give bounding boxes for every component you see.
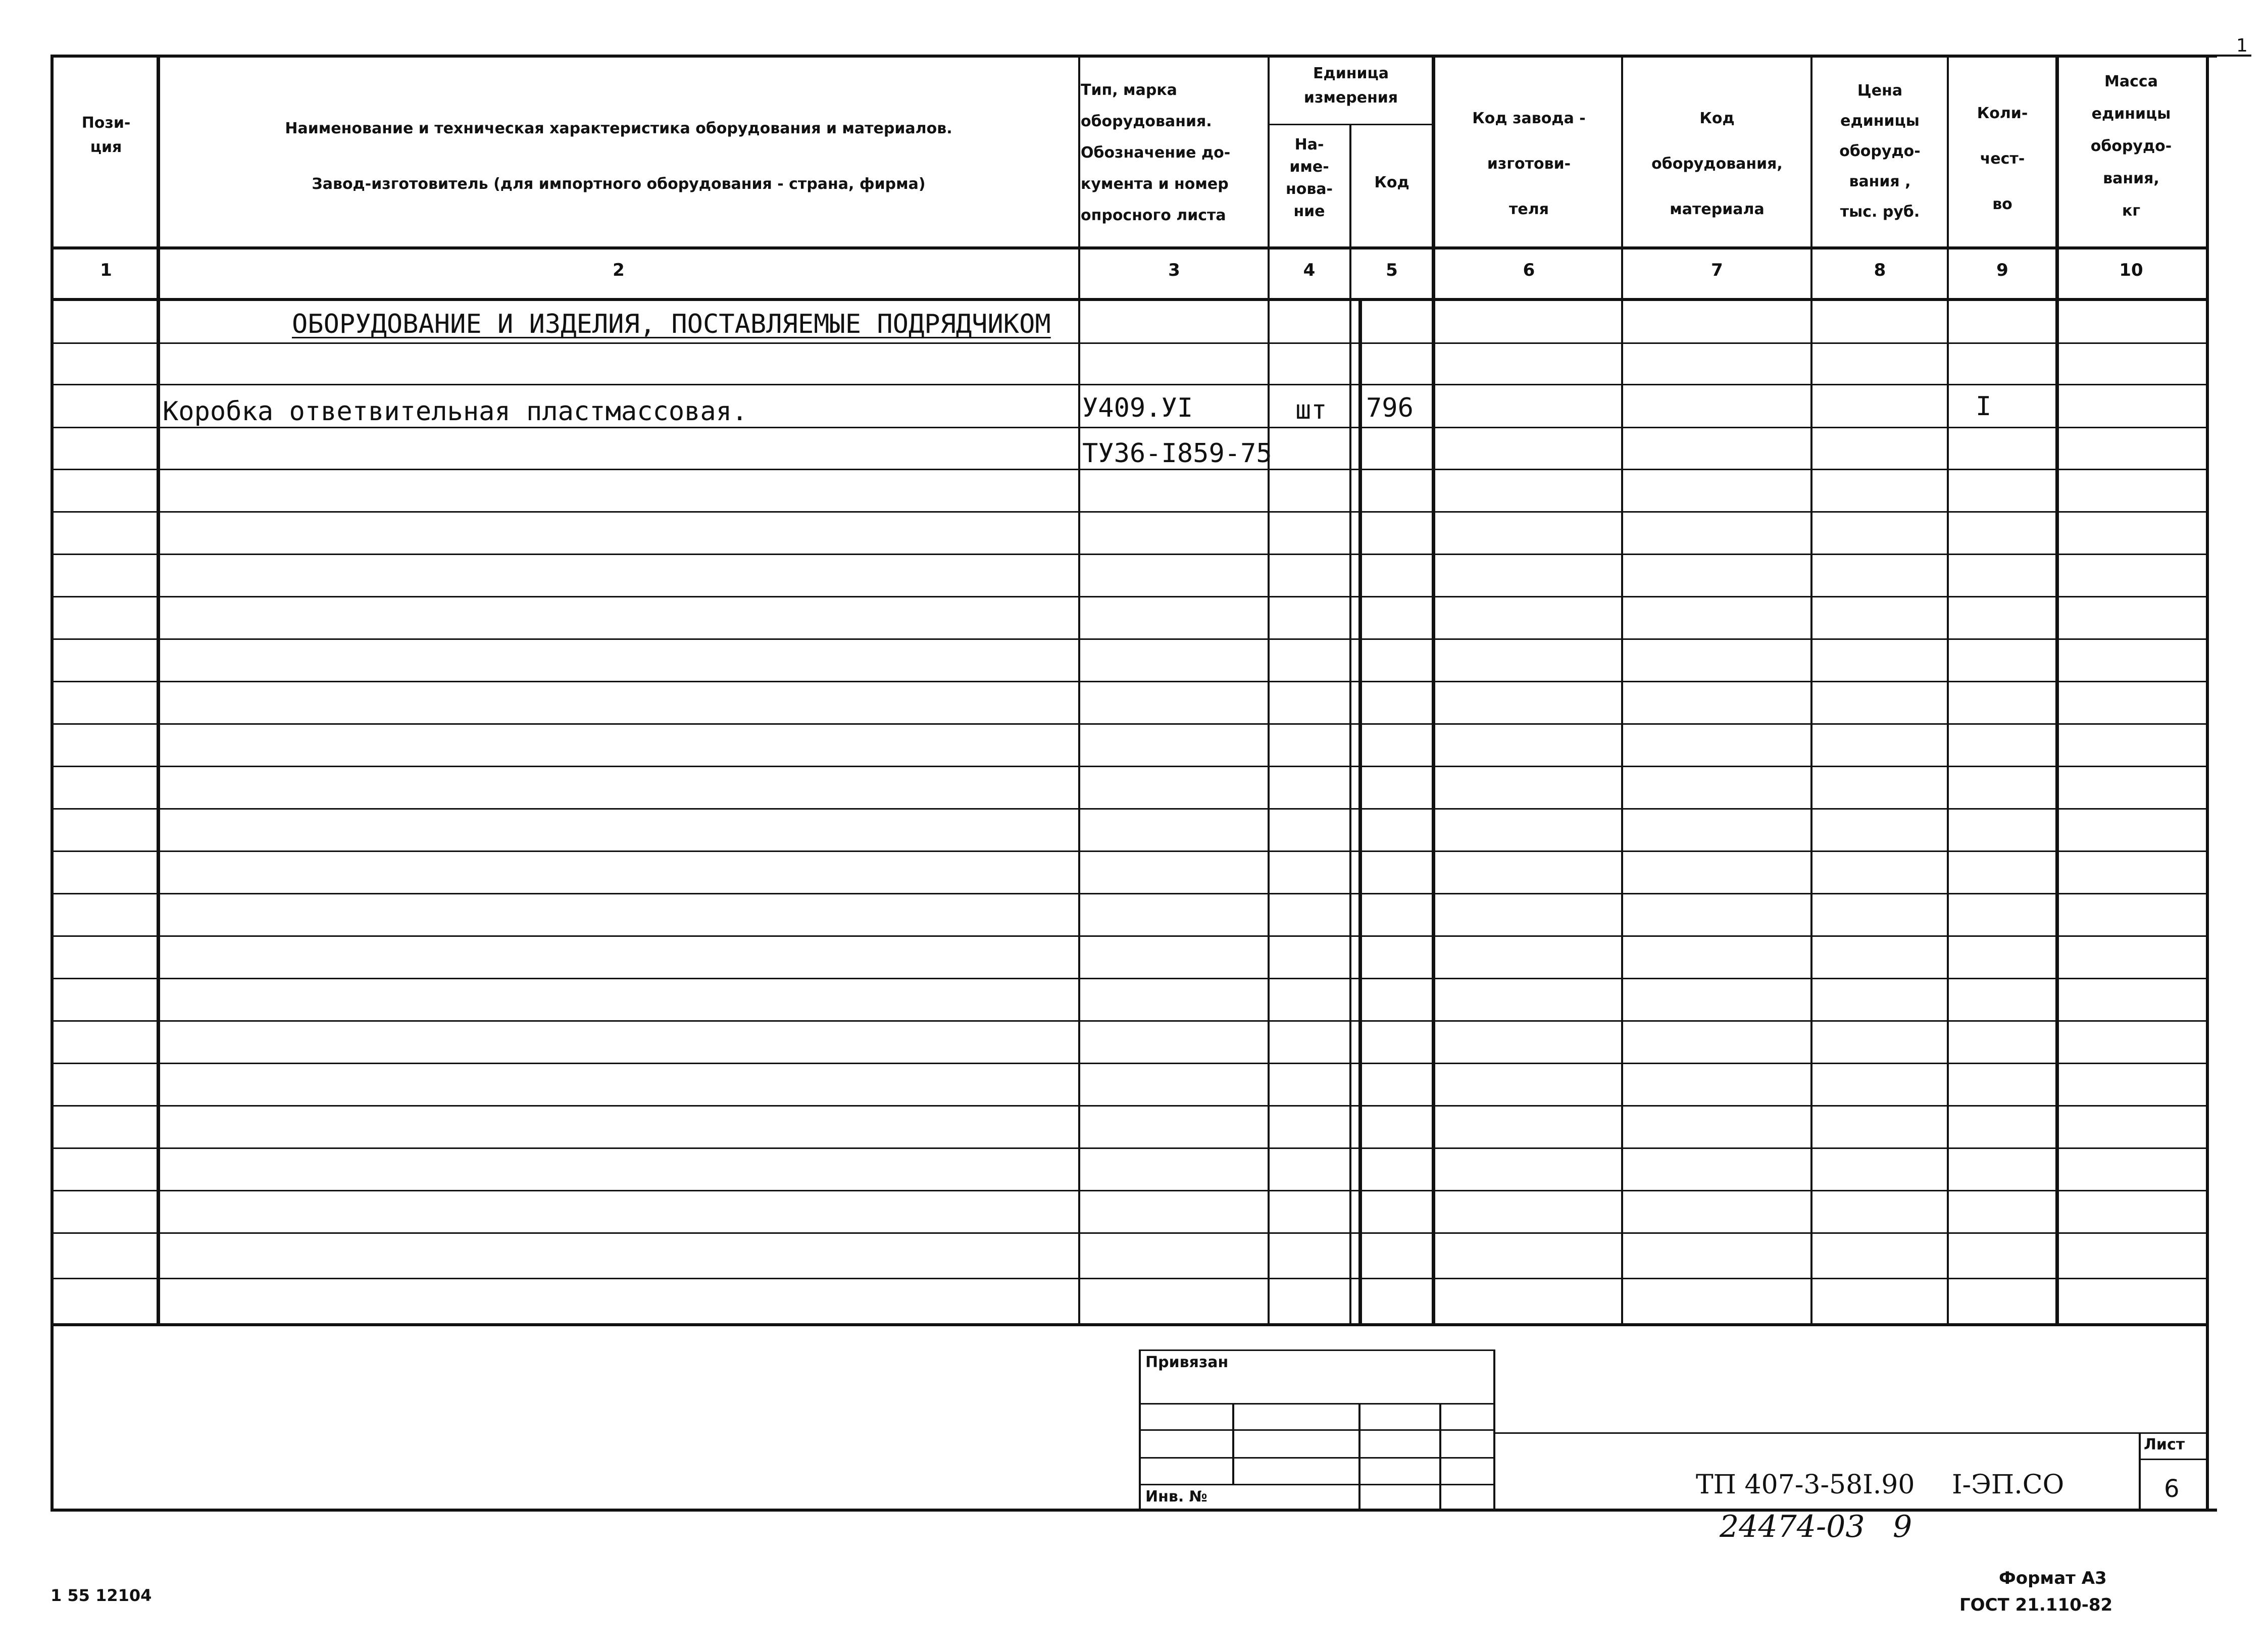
column-number-8: 8 — [1874, 260, 1886, 280]
document-designation-suffix: I-ЭП.СО — [1952, 1470, 2064, 1500]
item-name: Коробка ответвительная пластмассовая. — [163, 396, 748, 427]
column-number-3: 3 — [1168, 260, 1180, 280]
row-line-17 — [51, 1020, 2207, 1022]
row-line-21 — [51, 1190, 2207, 1191]
row-line-11 — [51, 766, 2207, 767]
row-line-5 — [51, 511, 2207, 513]
header-unit: Единица измерения — [1303, 65, 1398, 107]
col-line-5 — [1432, 55, 1435, 1325]
header-quantity: Коли- чест- во — [1977, 105, 2028, 213]
section-title: ОБОРУДОВАНИЕ И ИЗДЕЛИЯ, ПОСТАВЛЯЕМЫЕ ПОДРЯДЧИКОМ — [292, 309, 1051, 339]
row-line-15 — [51, 935, 2207, 937]
item-code: 796 — [1366, 393, 1414, 423]
header-name: Наименование и техническая характеристика оборудования и материалов. Завод-изготовитель (для импортного оборудования - страна, фирма) — [285, 120, 952, 193]
item-type: У409.УI — [1082, 393, 1193, 423]
column-number-10: 10 — [2119, 260, 2143, 280]
title-block-line — [1493, 1432, 2208, 1434]
row-line-14 — [51, 893, 2207, 894]
sheet-corner-mark: 1 — [2236, 35, 2248, 56]
row-line-8 — [51, 638, 2207, 640]
item-unit: шт — [1295, 395, 1327, 425]
stamp-row-line-2 — [1139, 1429, 1495, 1431]
stamp-col-line-3 — [1439, 1403, 1441, 1510]
header-mass: Масса единицы оборудо- вания, кг — [2090, 73, 2172, 220]
footer-gost: ГОСТ 21.110-82 — [1959, 1595, 2113, 1615]
stamp-row-line-3 — [1139, 1457, 1495, 1459]
stamp-sheet-number: 6 — [2164, 1475, 2180, 1503]
col-line-9 — [2055, 55, 2059, 1325]
row-line-18 — [51, 1063, 2207, 1064]
col-line-6 — [1621, 55, 1623, 1325]
stamp-inv-label: Инв. № — [1145, 1488, 1207, 1506]
table-bottom-line — [51, 1323, 2207, 1326]
column-number-1: 1 — [100, 260, 112, 280]
row-line-22 — [51, 1232, 2207, 1234]
sheet-right-border — [2206, 55, 2209, 1512]
column-number-9: 9 — [1996, 260, 2008, 280]
item-quantity: I — [1976, 391, 1992, 422]
sheet-box-left — [2139, 1432, 2141, 1511]
header-type: Тип, марка оборудования. Обозначение до- кумента и номер опросного листа — [1081, 81, 1231, 224]
handwritten-page: 9 — [1893, 1509, 1912, 1544]
bordered-block-left — [1358, 298, 1362, 1325]
handwritten-number: 24474-03 — [1720, 1509, 1865, 1544]
col-line-2 — [1078, 55, 1080, 1325]
row-line-16 — [51, 978, 2207, 979]
row-line-12 — [51, 808, 2207, 810]
col-line-1 — [157, 55, 160, 1325]
col-line-8 — [1947, 55, 1949, 1325]
row-line-7 — [51, 596, 2207, 597]
row-line-23 — [51, 1278, 2207, 1279]
row-line-10 — [51, 723, 2207, 725]
col-line-3 — [1268, 55, 1270, 1325]
stamp-row-line-1 — [1139, 1403, 1495, 1405]
stamp-sheet-label: Лист — [2144, 1436, 2185, 1454]
stamp-box-top — [1139, 1349, 1495, 1351]
column-number-2: 2 — [613, 260, 625, 280]
row-line-20 — [51, 1147, 2207, 1149]
header-bottom-line — [51, 246, 2207, 249]
col-line-7 — [1810, 55, 1812, 1325]
stamp-row-line-4 — [1139, 1484, 1495, 1485]
sheet-box-divider — [2139, 1459, 2208, 1460]
stamp-col-line-2 — [1358, 1403, 1361, 1510]
column-number-6: 6 — [1523, 260, 1535, 280]
header-equipment-code: Код оборудования, материала — [1651, 110, 1783, 218]
row-line-1 — [51, 342, 2207, 344]
column-number-5: 5 — [1386, 260, 1398, 280]
document-designation: ТП 407-3-58I.90 — [1696, 1470, 1915, 1500]
column-number-4: 4 — [1303, 260, 1316, 280]
header-unit-code: Код — [1374, 174, 1409, 191]
item-doc: ТУ36-I859-75 — [1082, 438, 1272, 469]
row-line-19 — [51, 1105, 2207, 1107]
row-line-4 — [51, 469, 2207, 470]
row-line-6 — [51, 554, 2207, 555]
stamp-col-line-1 — [1232, 1403, 1234, 1484]
header-factory-code: Код завода - изготови- теля — [1472, 110, 1586, 218]
header-position: Пози- ция — [81, 114, 131, 156]
header-price: Цена единицы оборудо- вания , тыс. руб. — [1839, 82, 1921, 221]
footer-format: Формат А3 — [1999, 1568, 2107, 1588]
footer-left-code: 1 55 12104 — [51, 1586, 152, 1605]
row-line-2 — [51, 384, 2207, 385]
header-unit-name: На- име- нова- ние — [1285, 136, 1333, 220]
stamp-bound-label: Привязан — [1145, 1354, 1229, 1371]
bordered-block-top — [1358, 298, 2060, 301]
row-line-9 — [51, 681, 2207, 682]
row-line-3 — [51, 427, 2207, 428]
column-number-7: 7 — [1711, 260, 1723, 280]
row-line-13 — [51, 850, 2207, 852]
